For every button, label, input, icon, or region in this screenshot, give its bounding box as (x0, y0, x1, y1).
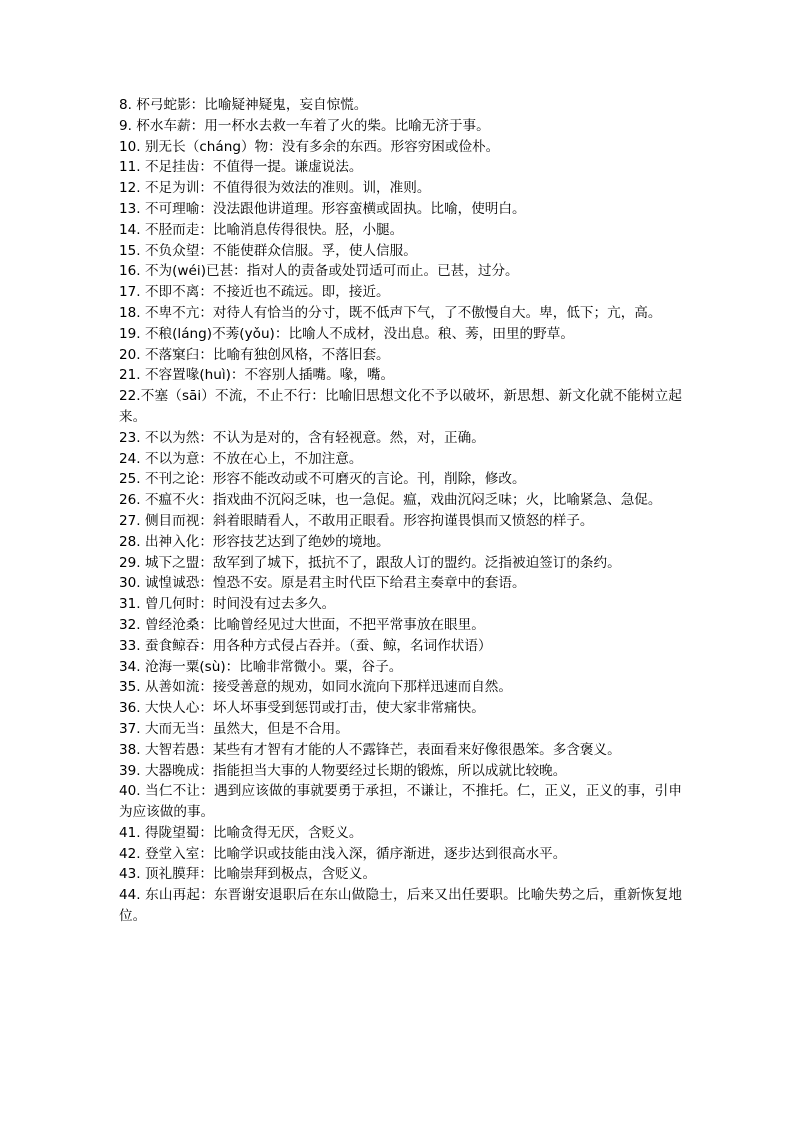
list-item: 27. 侧目而视：斜着眼睛看人，不敢用正眼看。形容拘谨畏惧而又愤怒的样子。 (119, 512, 594, 529)
idiom-list (119, 95, 682, 927)
list-item: 12. 不足为训：不值得很为效法的准则。训，准则。 (119, 180, 431, 197)
list-item: 37. 大而无当：虽然大，但是不合用。 (119, 720, 349, 737)
list-item: 8. 杯弓蛇影：比喻疑神疑鬼，妄自惊慌。 (119, 97, 368, 113)
list-item: 44. 东山再起：东晋谢安退职后在东山做隐士，后来又出任要职。比喻失势之后，重新恢复地位。 (119, 887, 682, 925)
list-item: 10. 别无长（cháng）物：没有多余的东西。形容穷困或俭朴。 (119, 138, 500, 155)
list-item: 9. 杯水车薪：用一杯水去救一车着了火的柴。比喻无济于事。 (119, 117, 490, 134)
list-item: 21. 不容置喙(huì)：不容别人插嘴。喙，嘴。 (119, 367, 395, 384)
list-item: 36. 大快人心：坏人坏事受到惩罚或打击，使大家非常痛快。 (119, 700, 485, 717)
list-item: 18. 不卑不亢：对待人有恰当的分寸，既不低声下气，了不傲慢自大。卑，低下；亢，高。 (119, 304, 662, 321)
list-item: 28. 出神入化：形容技艺达到了绝妙的境地。 (119, 533, 390, 550)
list-item: 42. 登堂入室：比喻学识或技能由浅入深，循序渐进，逐步达到很高水平。 (119, 845, 567, 862)
list-item: 38. 大智若愚：某些有才智有才能的人不露锋芒，表面看来好像很愚笨。多含褒义。 (119, 741, 621, 758)
list-item: 41. 得陇望蜀：比喻贪得无厌，含贬义。 (119, 824, 363, 841)
list-item: 16. 不为(wéi)已甚：指对人的责备或处罚适可而止。已甚，过分。 (119, 263, 519, 280)
list-item: 15. 不负众望：不能使群众信服。孚，使人信服。 (119, 242, 417, 259)
list-item: 31. 曾几何时：时间没有过去多久。 (119, 596, 336, 613)
list-item: 25. 不刊之论：形容不能改动或不可磨灭的言论。刊，削除，修改。 (119, 471, 526, 488)
list-item: 33. 蚕食鲸吞：用各种方式侵占吞并。（蚕、鲸，名词作状语） (119, 637, 492, 654)
list-item: 20. 不落窠臼：比喻有独创风格，不落旧套。 (119, 346, 390, 363)
list-item: 24. 不以为意：不放在心上，不加注意。 (119, 450, 363, 467)
list-item: 19. 不稂(láng)不莠(yǒu)：比喻人不成材，没出息。稂、莠，田里的野草。 (119, 325, 574, 342)
list-item: 13. 不可理喻：没法跟他讲道理。形容蛮横或固执。比喻，使明白。 (119, 200, 526, 217)
list-item: 32. 曾经沧桑：比喻曾经见过大世面，不把平常事放在眼里。 (119, 616, 485, 633)
list-item: 40. 当仁不让：遇到应该做的事就要勇于承担，不谦让，不推托。仁，正义，正义的事，引申为应该做的事。 (119, 783, 682, 821)
list-item: 34. 沧海一粟(sù)：比喻非常微小。粟，谷子。 (119, 658, 403, 675)
list-item: 11. 不足挂齿：不值得一提。谦虚说法。 (119, 159, 363, 176)
list-item: 14. 不胫而走：比喻消息传得很快。胫，小腿。 (119, 221, 404, 238)
list-item: 29. 城下之盟：敌军到了城下，抵抗不了，跟敌人订的盟约。泛指被迫签订的条约。 (119, 554, 621, 571)
list-item: 35. 从善如流：接受善意的规劝，如同水流向下那样迅速而自然。 (119, 679, 512, 696)
list-item: 30. 诚惶诚恐：惶恐不安。原是君主时代臣下给君主奏章中的套语。 (119, 575, 526, 592)
list-item: 22.不塞（sāi）不流，不止不行：比喻旧思想文化不予以破坏，新思想、新文化就不能树立起来。 (119, 388, 682, 425)
list-item: 39. 大器晚成：指能担当大事的人物要经过长期的锻炼，所以成就比较晚。 (119, 762, 567, 779)
list-item: 17. 不即不离：不接近也不疏远。即，接近。 (119, 284, 390, 301)
list-item: 43. 顶礼膜拜：比喻崇拜到极点，含贬义。 (119, 866, 377, 883)
list-item: 26. 不瘟不火：指戏曲不沉闷乏味，也一急促。瘟，戏曲沉闷乏味；火，比喻紧急、急促。 (119, 492, 662, 509)
list-item: 23. 不以为然：不认为是对的，含有轻视意。然，对，正确。 (119, 429, 485, 446)
